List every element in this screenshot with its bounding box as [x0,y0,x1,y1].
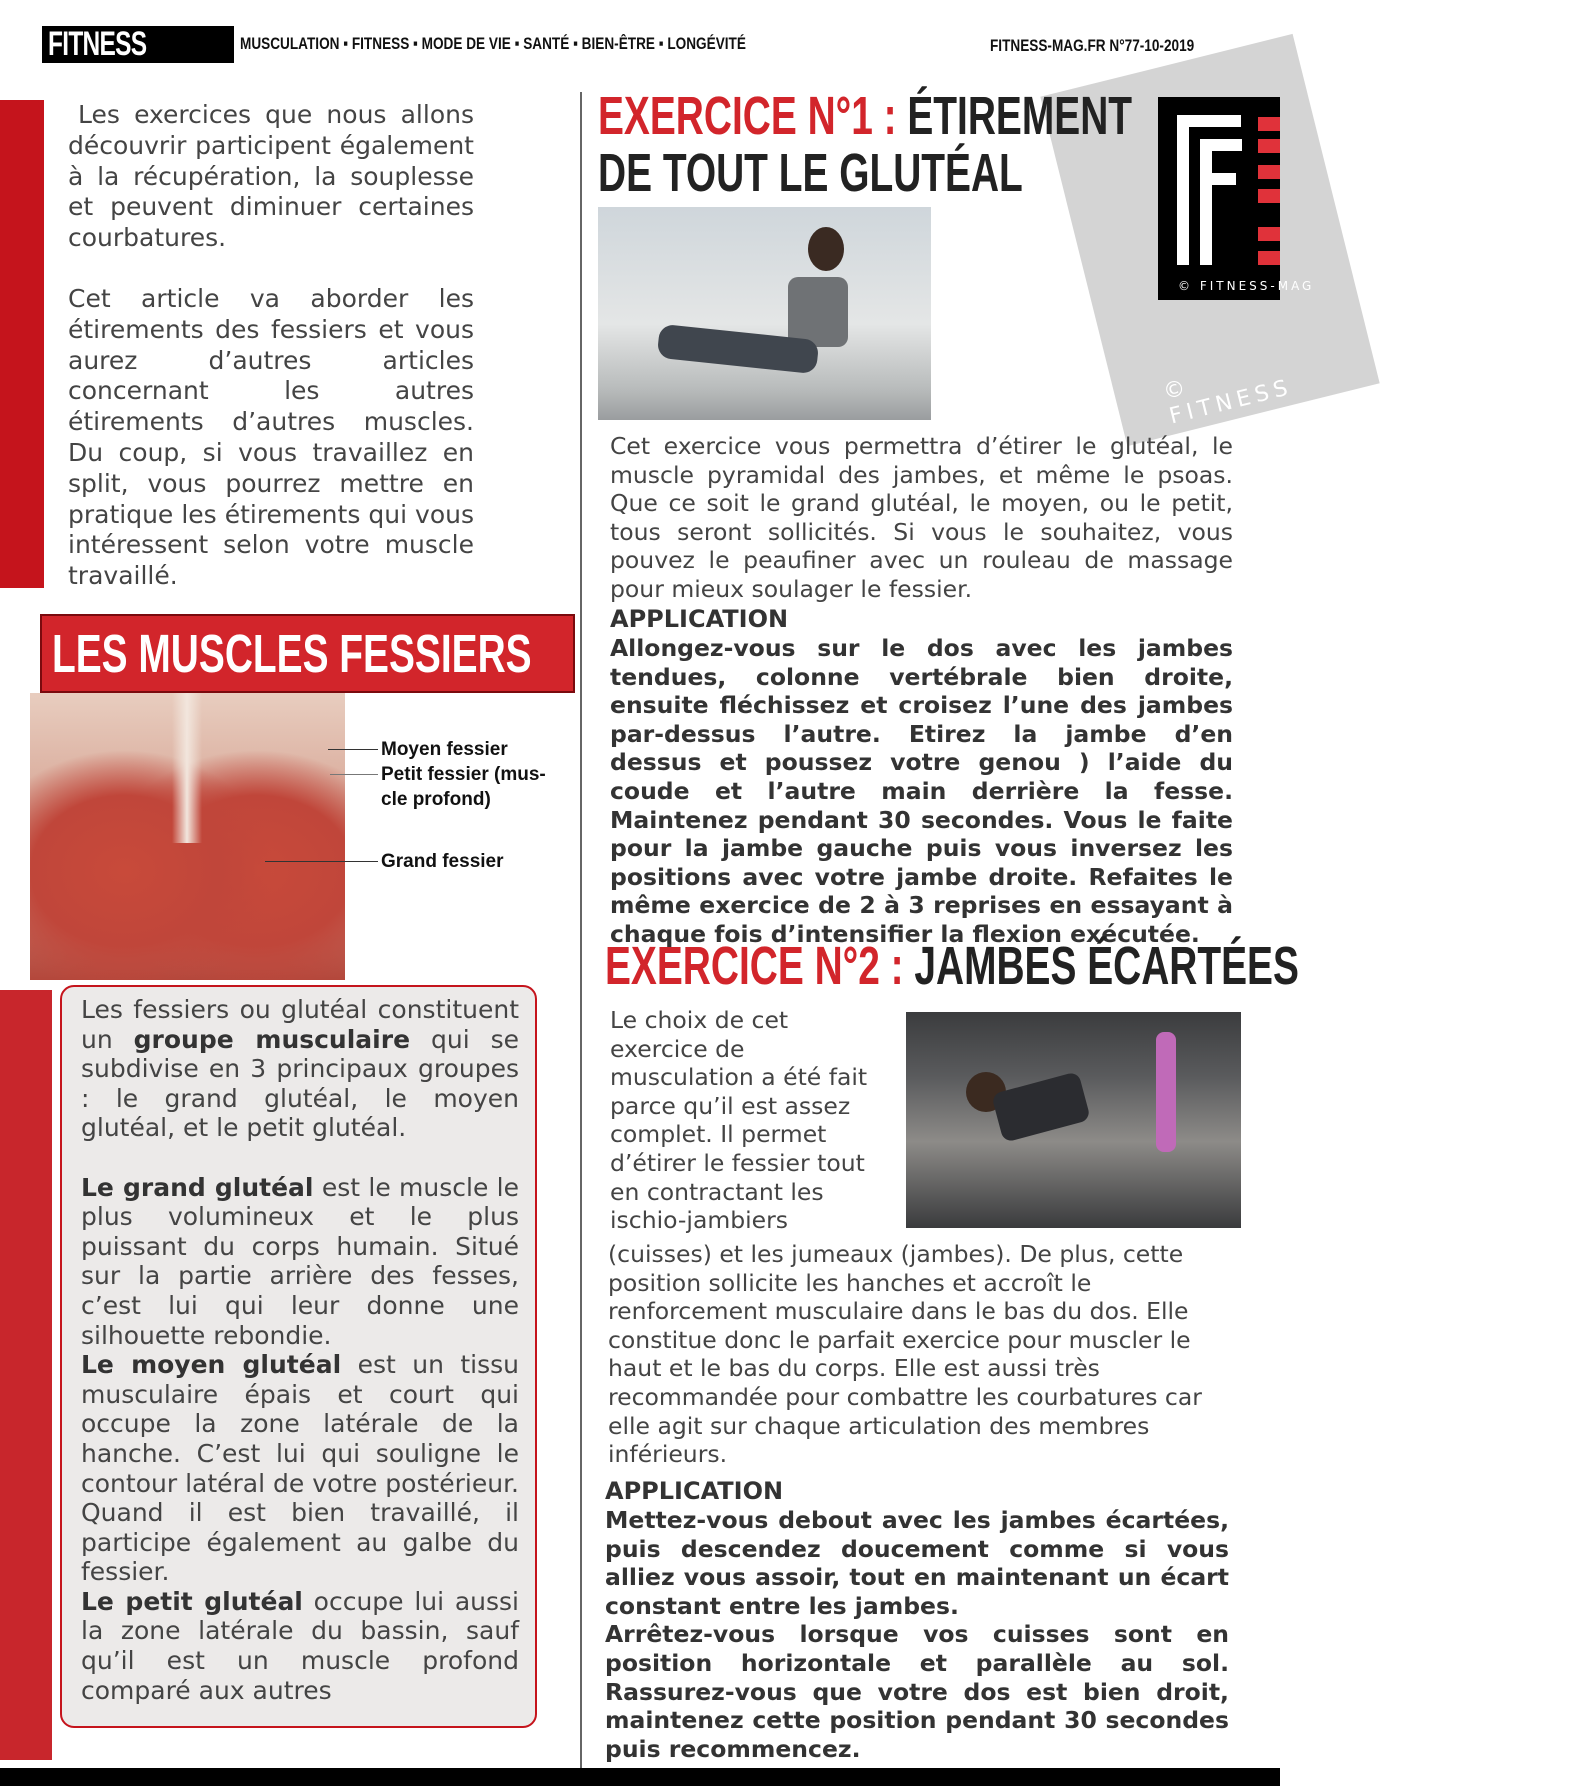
anatomy-label: Petit fessier (mus- [381,764,546,785]
red-side-bar [0,990,52,1760]
muscles-info-box [60,985,537,1728]
application-heading: APPLICATION [610,605,789,633]
exercise2-title: EXERCICE N°2 : JAMBES ÉCARTÉES [605,936,1299,996]
exercise1-application: Allongez-vous sur le dos avec les jambes tendues, colonne vertébrale bien droite, ensuite fléchissez et croisez l’une des jambes par-dessus l’autre. Etirez la jambe d’en dessus et poussez votre genou ) l’aide du coude et l’autre main derrière la fesse. Maintenez pendant 30 secondes. Vous le faite pour la jambe gauche puis vous inversez les positions avec votre jambe droite. Refaites le même exercice de 2 à 3 reprises en essayant à chaque fois d’intensifier la flexion exécutée. [610,634,1233,948]
exercise2-description: Le choix de cet exercice de musculation a été fait parce qu’il est assez complet. Il permet d’étirer le fessier tout en contractant les ischio-jambiers [610,1006,868,1235]
exercise1-title-line2: DE TOUT LE GLUTÉAL [598,143,1023,203]
anatomy-label: cle profond) [381,789,491,810]
application-heading: APPLICATION [605,1477,784,1505]
exercise2-description-cont: (cuisses) et les jumeaux (jambes). De plus, cette position sollicite les hanches et accroît le renforcement musculaire dans le bas du dos. Elle constitue donc le parfait exercice pour muscler le haut et le bas du corps. Elle est aussi très recommandée pour combattre les courbatures car elle agit sur chaque articulation des membres inférieurs. [608,1240,1202,1469]
label-line [265,861,378,862]
label-line [328,749,378,750]
issue-number: FITNESS-MAG.FR N°77-10-2019 [990,36,1195,55]
section-banner: LES MUSCLES FESSIERS [40,614,575,693]
info-paragraph: Le grand glutéal est le muscle le plus volumineux et le plus puissant du corps humain. Situé sur la partie arrière des fesses, c’est lui qui leur donne une silhouette rebondie. [81,1172,519,1350]
gluteal-anatomy-illustration [30,693,345,980]
anatomy-label: Moyen fessier [381,739,508,760]
anatomy-label: Grand fessier [381,851,504,872]
fitness-mag-logo: © FITNESS-MAG [1158,97,1280,300]
info-paragraph: Les fessiers ou glutéal constituent un groupe musculaire qui se subdivise en 3 principaux groupes : le grand glutéal, le moyen glutéal, et le petit glutéal. [81,995,519,1143]
info-paragraph: Le petit glutéal occupe lui aussi la zone latérale du bassin, sauf qu’il est un muscle profond comparé aux autres [81,1586,519,1705]
exercise1-photo [598,207,931,420]
exercise2-application: Mettez-vous debout avec les jambes écartées, puis descendez doucement comme si vous alliez vous assoir, tout en maintenant un écart constant entre les jambes. Arrêtez-vous lorsque vos cuisses sont en position horizontale et parallèle au sol. Rassurez-vous que votre dos est bien droit, maintenez cette position pendant 30 secondes puis recommencez. [605,1506,1229,1763]
red-side-bar [0,100,44,588]
intro-text [68,100,474,622]
exercise1-title: EXERCICE N°1 : ÉTIREMENT [598,86,1133,146]
intro-paragraph: Les exercices que nous allons découvrir participent également à la récupération, la souplesse et peuvent diminuer certaines courbatures. [68,100,474,253]
section-nav: MUSCULATION ▪ FITNESS ▪ MODE DE VIE ▪ SANTÉ ▪ BIEN-ÊTRE ▪ LONGÉVITÉ [240,34,746,53]
brand-logo: FITNESS MAG [42,26,234,63]
watermark-text: © FITNESS [1160,374,1296,430]
intro-paragraph: Cet article va aborder les étirements des fessiers et vous aurez d’autres articles concernant les autres étirements d’autres muscles. Du coup, si vous travaillez en split, vous pourrez mettre en pratique les étirements qui vous intéressent selon votre muscle travaillé. [68,283,474,591]
footer-bar [0,1768,1280,1786]
exercise1-description: Cet exercice vous permettra d’étirer le glutéal, le muscle pyramidal des jambes, et même le psoas. Que ce soit le grand glutéal, le moyen, ou le petit, tous seront sollicités. Si vous le souhaitez, vous pouvez le peaufiner avec un rouleau de massage pour mieux soulager le fessier. [610,432,1233,603]
exercise2-photo [906,1012,1241,1228]
label-line [330,774,378,775]
info-paragraph: Le moyen glutéal est un tissu musculaire épais et court qui occupe la zone latérale de la hanche. C’est lui qui souligne le contour latéral de votre postérieur. Quand il est bien travaillé, il participe également au galbe du fessier. [81,1350,519,1587]
column-divider [580,92,582,1772]
